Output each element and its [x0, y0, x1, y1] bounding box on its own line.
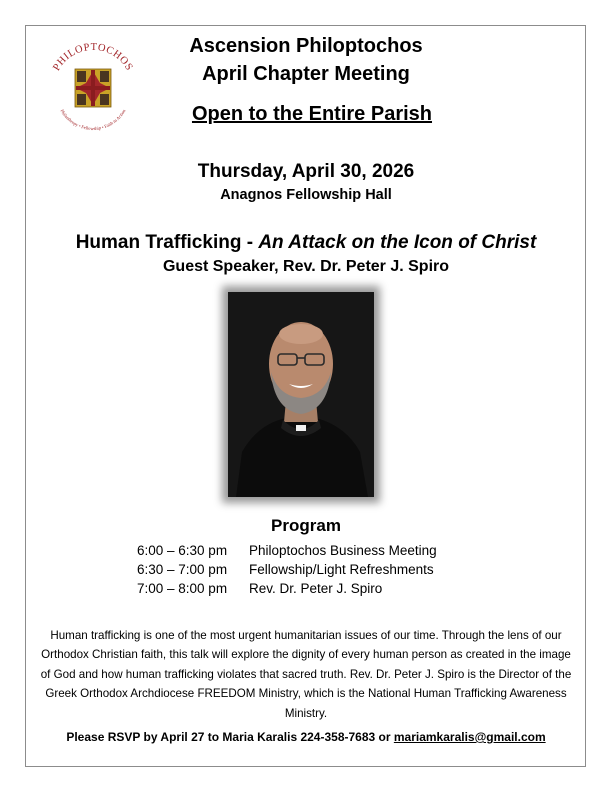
rsvp-text: Please RSVP by April 27 to Maria Karalis 224-358-7683 or — [66, 730, 394, 744]
schedule-row — [137, 579, 437, 598]
schedule-time: 7:00 – 8:00 pm — [137, 581, 228, 596]
org-name: Ascension Philoptochos — [189, 35, 423, 57]
event-location: Anagnos Fellowship Hall — [220, 187, 392, 203]
program-title: Program — [271, 516, 341, 535]
open-to-parish: Open to the Entire Parish — [191, 103, 433, 125]
talk-title-italic: An Attack on the Icon of Christ — [258, 232, 537, 253]
logo-tagline-text: Philanthropy • Fellowship • Faith in Action — [59, 108, 127, 132]
speaker-photo-frame — [218, 282, 384, 507]
speaker-photo — [228, 292, 374, 497]
event-description: Human trafficking is one of the most urgent humanitarian issues of our time. Through the lens of our Orthodox Christian faith, this talk will explore the dignity of every human person as created in the image of God and how human trafficking violates that sacred truth. Rev. Dr. Peter J. Spiro is the Director of the Greek Orthodox Archdiocese FREEDOM Ministry, which is the National Human Trafficking Awareness Ministry. — [40, 629, 572, 720]
header-title — [0, 32, 612, 88]
schedule-row — [137, 541, 437, 560]
meeting-name: April Chapter Meeting — [202, 63, 410, 85]
logo-name-text: PHILOPTOCHOS — [51, 41, 135, 73]
schedule-activity: Rev. Dr. Peter J. Spiro — [249, 581, 383, 596]
guest-speaker: Guest Speaker, Rev. Dr. Peter J. Spiro — [162, 258, 450, 275]
schedule-time: 6:00 – 6:30 pm — [137, 543, 228, 558]
talk-title — [0, 232, 612, 254]
schedule-activity: Philoptochos Business Meeting — [249, 543, 437, 558]
event-date: Thursday, April 30, 2026 — [197, 161, 415, 182]
rsvp-email-link[interactable]: mariamkaralis@gmail.com — [393, 730, 546, 744]
schedule-row — [137, 560, 437, 579]
schedule-time: 6:30 – 7:00 pm — [137, 562, 228, 577]
schedule-activity: Fellowship/Light Refreshments — [249, 562, 434, 577]
rsvp-line — [36, 730, 576, 744]
talk-title-plain: Human Trafficking - — [75, 232, 259, 253]
program-schedule — [137, 541, 437, 598]
